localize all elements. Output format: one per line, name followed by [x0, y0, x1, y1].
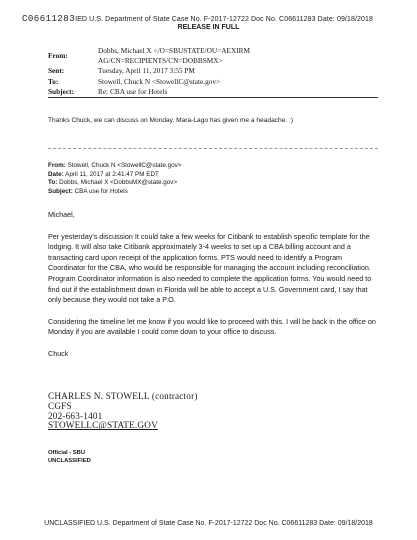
forward-separator — [48, 148, 378, 149]
fwd-to-row — [48, 179, 181, 188]
header-banner: IED U.S. Department of State Case No. F-2017-12722 Doc No. C06611283 Date: 09/18/2018 — [75, 16, 373, 23]
email-header — [48, 46, 318, 97]
sent-value: Tuesday, April 11, 2017 3:55 PM — [98, 66, 195, 76]
fwd-date-label: Date: — [48, 170, 64, 178]
fwd-from-row — [48, 162, 181, 171]
sent-label: Sent: — [48, 66, 65, 76]
fwd-subject-row — [48, 188, 181, 197]
subject-row — [48, 87, 318, 97]
classification-sbu: Official - SBU — [48, 450, 86, 456]
message-body — [48, 210, 378, 371]
fwd-subject-label: Subject: — [48, 187, 73, 195]
from-label: From: — [48, 51, 68, 60]
to-value: Stowell, Chuck N <StowellC@state.gov> — [98, 76, 221, 86]
fwd-from-label: From: — [48, 162, 66, 169]
footer-stamp: UNCLASSIFIED U.S. Department of State Case No. F-2017-12722 Doc No. C06611283 Date: 09/18/2018 — [44, 520, 373, 527]
header-divider — [48, 97, 378, 98]
signature-email-link[interactable]: STOWELLC@STATE.GOV — [48, 420, 158, 431]
release-label: RELEASE IN FULL — [177, 24, 240, 31]
subject-label: Subject: — [48, 86, 74, 96]
classification-unclassified: UNCLASSIFIED — [48, 458, 91, 464]
header-stamp — [22, 14, 373, 24]
from-line-2: AG/CN=RECIPIENTS/CN=DOBBSMX> — [98, 56, 223, 66]
fwd-to-label: To: — [48, 179, 58, 186]
fwd-date-value: April 11, 2017 at 2:41:47 PM EDT — [65, 170, 159, 178]
fwd-date-row — [48, 171, 181, 180]
signature-name: CHARLES N. STOWELL (contractor) — [48, 391, 198, 401]
body-paragraph-2: Considering the timeline let me know if you would like to proceed with this. I will be back in the office on Monday if you are available I could come down to your office to discuss. — [48, 316, 376, 337]
header-doc-id: C06611283 — [22, 14, 76, 24]
sent-row — [48, 66, 318, 76]
signoff: Chuck — [48, 348, 69, 358]
from-value — [98, 46, 318, 66]
signature-phone: 202-663-1401 — [48, 410, 103, 421]
to-label: To: — [48, 76, 59, 86]
forwarded-header — [48, 162, 181, 196]
body-paragraph-1: Per yesterday's discussion It could take a few weeks for Citibank to establish specific template for the lodging. It will also take Citibank approximately 3-4 weeks to set up a CBA billing account and a transacting card upon receipt of the application forms. PTS would need to identify a Program Coordinator for the CBA, who would be responsible for managing the account including reconciliation. Program Coordinator information is also needed to complete the application forms. You would need to find out if the establishment down in Florida will be able to accept a U.S. Government card, I say that only because they would not take a P.O. — [48, 231, 372, 305]
fwd-to-value: Dobbs, Michael X <DobbsMX@state.gov> — [59, 179, 178, 186]
reply-text: Thanks Chuck, we can discuss on Monday. Mara-Lago has given me a headache. :) — [48, 117, 294, 124]
subject-value: Re: CBA use for Hotels — [98, 86, 168, 96]
to-row — [48, 77, 318, 87]
signature-org: CGFS — [48, 400, 72, 411]
signature-block — [48, 392, 198, 431]
from-row — [48, 46, 318, 66]
fwd-from-value: Stowell, Chuck N <StowellC@state.gov> — [67, 162, 182, 169]
fwd-subject-value: CBA use for Hotels — [74, 187, 128, 195]
classification-block — [48, 449, 91, 465]
greeting: Michael, — [48, 210, 75, 219]
from-line-1: Dobbs, Michael X </O=SBUSTATE/OU=AEXIRM — [98, 46, 251, 55]
